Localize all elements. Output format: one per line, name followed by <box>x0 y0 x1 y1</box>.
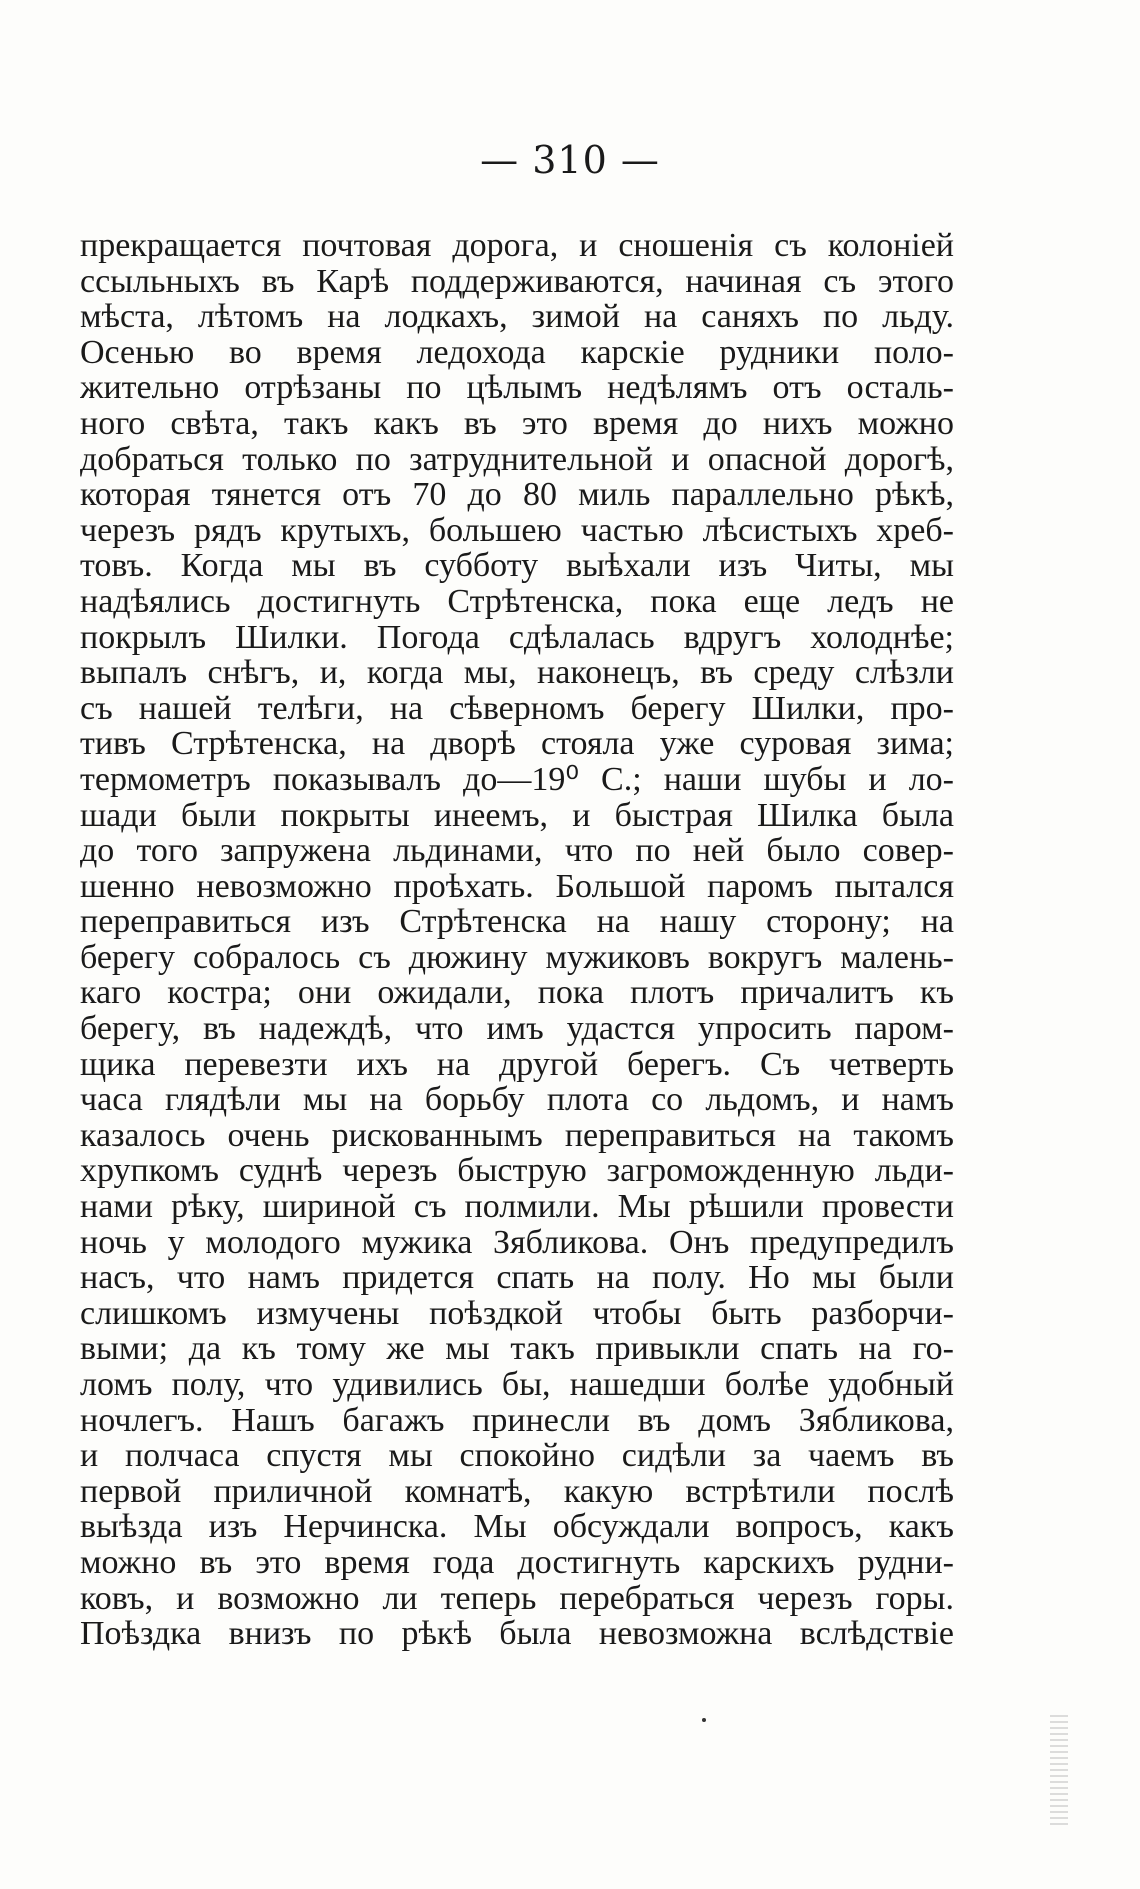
text-line: первой приличной комнатѣ, какую встрѣтили послѣ <box>80 1473 954 1510</box>
text-line: выпалъ снѣгъ, и, когда мы, наконецъ, въ среду слѣзли <box>80 655 954 691</box>
text-line: ломъ полу, что удивились бы, нашедши болѣе удобный <box>80 1367 954 1403</box>
ink-speck <box>702 1718 706 1722</box>
text-line: можно въ это время года достигнуть карскихъ рудни- <box>80 1544 954 1581</box>
text-line: щика перевезти ихъ на другой берегъ. Съ четверть <box>80 1046 954 1083</box>
text-line: хрупкомъ суднѣ черезъ быструю загроможденную льди- <box>80 1153 954 1190</box>
text-line: ного свѣта, такъ какъ въ это время до нихъ можно <box>80 405 954 442</box>
text-line: съ нашей телѣги, на сѣверномъ берегу Шилки, про- <box>80 690 954 727</box>
text-line: покрылъ Шилки. Погода сдѣлалась вдругъ холоднѣе; <box>80 619 954 656</box>
text-line: ковъ, и возможно ли теперь перебраться черезъ горы. <box>80 1580 954 1617</box>
text-line: надѣялись достигнуть Стрѣтенска, пока еще ледъ не <box>80 583 954 620</box>
text-line: мѣста, лѣтомъ на лодкахъ, зимой на саняхъ по льду. <box>80 299 954 335</box>
text-line: часа глядѣли мы на борьбу плота со льдомъ, и намъ <box>80 1082 954 1118</box>
text-line: Поѣздка внизъ по рѣкѣ была невозможна вслѣдствіе <box>80 1616 954 1652</box>
text-line: насъ, что намъ придется спать на полу. Но мы были <box>80 1260 954 1296</box>
text-line: которая тянется отъ 70 до 80 миль параллельно рѣкѣ, <box>80 477 954 513</box>
text-line: слишкомъ измучены поѣздкой чтобы быть разборчи- <box>80 1295 954 1332</box>
text-line: добраться только по затруднительной и опасной дорогѣ, <box>80 441 954 478</box>
text-line: Осенью во время ледохода карскіе рудники поло- <box>80 334 954 371</box>
text-line: казалось очень рискованнымъ переправиться на такомъ <box>80 1117 954 1154</box>
scan-artifact <box>1050 1715 1068 1825</box>
text-line: шенно невозможно проѣхать. Большой паромъ пытался <box>80 868 954 905</box>
text-line: черезъ рядъ крутыхъ, большею частью лѣсистыхъ хреб- <box>80 512 954 549</box>
text-line: прекращается почтовая дорога, и сношенія съ колоніей <box>80 228 954 264</box>
text-line: ночлегъ. Нашъ багажъ принесли въ домъ Зябликова, <box>80 1402 954 1439</box>
text-line: тивъ Стрѣтенска, на дворѣ стояла уже суровая зима; <box>80 726 954 762</box>
text-line: нами рѣку, шириной съ полмили. Мы рѣшили провести <box>80 1189 954 1225</box>
text-line: ночь у молодого мужика Зябликова. Онъ предупредилъ <box>80 1224 954 1261</box>
text-line: выѣзда изъ Нерчинска. Мы обсуждали вопросъ, какъ <box>80 1509 954 1545</box>
text-line: термометръ показывалъ до—19⁰ С.; наши шубы и ло- <box>80 761 954 798</box>
text-line: берегу собралось съ дюжину мужиковъ вокругъ малень- <box>80 939 954 976</box>
text-line: и полчаса спустя мы спокойно сидѣли за чаемъ въ <box>80 1438 954 1474</box>
text-line: каго костра; они ожидали, пока плотъ причалитъ къ <box>80 975 954 1012</box>
body-text <box>80 228 954 1652</box>
page-number: — 310 — <box>480 138 660 182</box>
text-line: ссыльныхъ въ Карѣ поддерживаются, начиная съ этого <box>80 263 954 300</box>
text-line: жительно отрѣзаны по цѣлымъ недѣлямъ отъ осталь- <box>80 370 954 406</box>
text-line: выми; да къ тому же мы такъ привыкли спать на го- <box>80 1331 954 1367</box>
text-line: товъ. Когда мы въ субботу выѣхали изъ Читы, мы <box>80 548 954 584</box>
text-line: берегу, въ надеждѣ, что имъ удастся упросить паром- <box>80 1011 954 1047</box>
text-line: шади были покрыты инеемъ, и быстрая Шилка была <box>80 797 954 834</box>
text-line: до того запружена льдинами, что по ней было совер- <box>80 833 954 869</box>
text-line: переправиться изъ Стрѣтенска на нашу сторону; на <box>80 904 954 940</box>
